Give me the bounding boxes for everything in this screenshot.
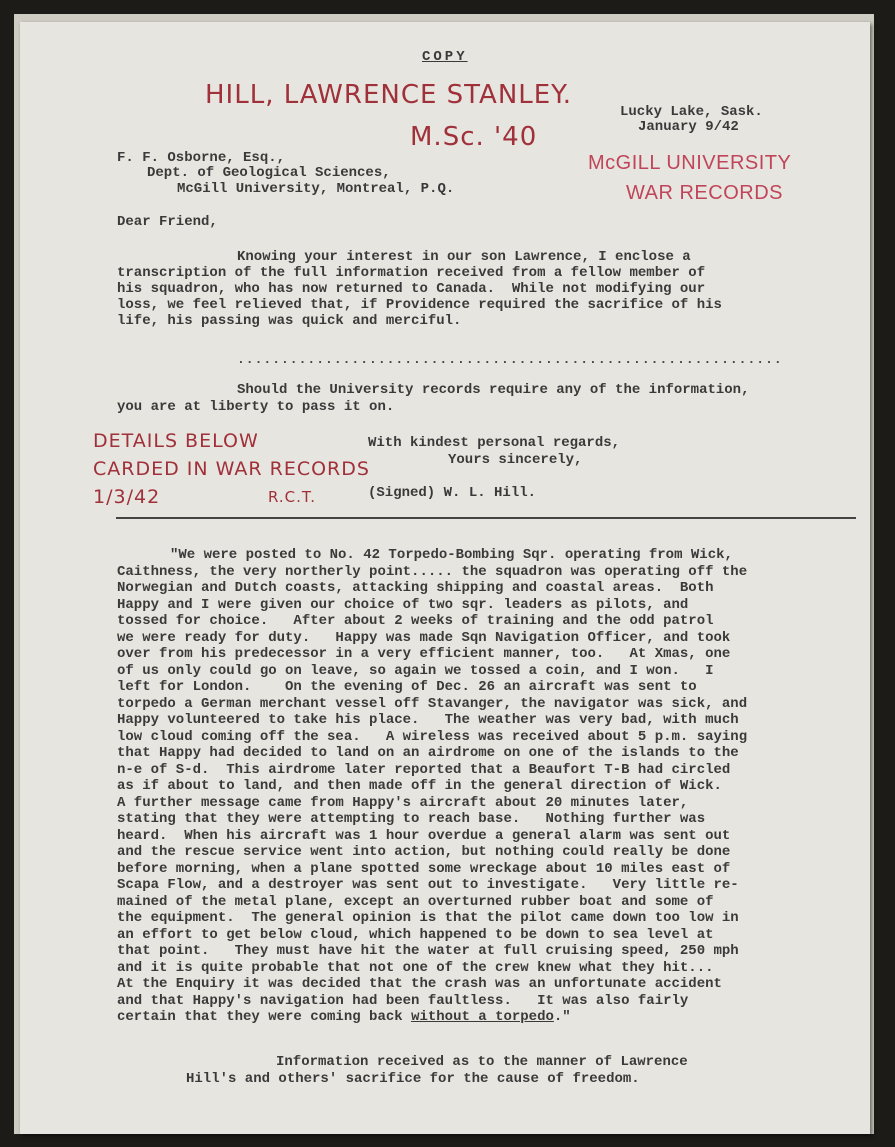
handwritten-note-line1: DETAILS BELOW [93,430,259,452]
quote-line: of us only could go on leave, so again we tossed a coin, and I won. I [117,662,714,679]
paragraph-line: life, his passing was quick and merciful. [117,313,462,329]
address-line-3: McGill University, Montreal, P.Q. [177,181,455,197]
quote-line: "We were posted to No. 42 Torpedo-Bombing Sqr. operating from Wick, [170,547,733,563]
address-line-1: F. F. Osborne, Esq., [117,150,286,166]
quote-line: Caithness, the very northerly point..... the squadron was operating off the [117,563,748,580]
salutation: Dear Friend, [117,214,218,230]
paragraph-records-line: you are at liberty to pass it on. [117,399,395,415]
paragraph-records-line: Should the University records require any of the information, [237,382,750,398]
quote-line: and the rescue service went into action, but nothing could really be done [117,844,731,860]
quote-line: before morning, when a plane spotted some wreckage about 10 miles east of [117,860,731,877]
quote-line: tossed for choice. After about 2 weeks of training and the odd patrol [117,613,714,629]
paragraph-line: loss, we feel relieved that, if Providence required the sacrifice of his [117,297,722,313]
quote-line: and that Happy's navigation had been faultless. It was also fairly [117,992,689,1009]
quote-line: that point. They must have hit the water at full cruising speed, 250 mph [117,943,739,959]
quote-line: that Happy had decided to land on an airdrome on one of the islands to the [117,745,739,761]
letter-place: Lucky Lake, Sask. [620,104,763,120]
quote-line: mained of the metal plane, except an overturned rubber boat and some of [117,893,714,910]
letter-date: January 9/42 [638,119,739,135]
quote-line: n-e of S-d. This airdrome later reported that a Beaufort T-B had circled [117,761,731,778]
handwritten-note-line2: CARDED IN WAR RECORDS [93,458,370,480]
quote-line: Happy and I were given our choice of two sqr. leaders as pilots, and [117,596,689,613]
closing-regards: With kindest personal regards, [368,435,621,451]
quote-line: we were ready for duty. Happy was made Sqn Navigation Officer, and took [117,629,731,646]
paragraph-line: transcription of the full information received from a fellow member of [117,265,706,281]
quote-line: A further message came from Happy's aircraft about 20 minutes later, [117,794,689,811]
handwritten-initials: R.C.T. [268,488,317,506]
quote-line: left for London. On the evening of Dec. 26 an aircraft was sent to [117,679,697,695]
closing-sincerely: Yours sincerely, [448,452,583,468]
quote-line: the equipment. The general opinion is that the pilot came down too low in [117,910,739,926]
address-line-2: Dept. of Geological Sciences, [147,165,391,181]
closing-signature: (Signed) W. L. Hill. [368,485,537,501]
horizontal-rule [116,517,856,519]
war-records-stamp-line2: WAR RECORDS [626,182,783,204]
copy-label: COPY [422,49,468,65]
quote-line: heard. When his aircraft was 1 hour overdue a general alarm was sent out [117,827,731,844]
quote-line: Norwegian and Dutch coasts, attacking shipping and coastal areas. Both [117,580,714,596]
handwritten-degree: M.Sc. '40 [410,122,538,152]
paragraph-line: Knowing your interest in our son Lawrence, I enclose a [237,249,691,265]
quote-line: torpedo a German merchant vessel off Stavanger, the navigator was sick, and [117,695,748,712]
quote-line: stating that they were attempting to reach base. Nothing further was [117,811,706,827]
quote-line: At the Enquiry it was decided that the crash was an unfortunate accident [117,976,722,992]
quote-line: and it is quite probable that not one of the crew knew what they hit... [117,959,714,976]
quote-line-last [117,1010,571,1025]
quote-last-suffix: ." [553,1009,571,1025]
quote-last-prefix: certain that they were coming back [117,1009,412,1025]
quote-line: over from his predecessor in a very efficient manner, too. At Xmas, one [117,646,731,662]
war-records-stamp-line1: McGILL UNIVERSITY [588,152,792,174]
quote-line: Happy volunteered to take his place. The weather was very bad, with much [117,712,739,728]
quote-underlined-phrase: without a torpedo [411,1009,554,1025]
dotted-separator: .............................................................. [237,352,783,367]
quote-line: as if about to land, and then made off in the general direction of Wick. [117,778,722,794]
handwritten-note-date: 1/3/42 [93,486,161,508]
footer-line-2: Hill's and others' sacrifice for the cause of freedom. [186,1071,640,1087]
handwritten-name: HILL, LAWRENCE STANLEY. [205,80,573,110]
paragraph-line: his squadron, who has now returned to Canada. While not modifying our [117,281,706,297]
footer-line-1: Information received as to the manner of Lawrence [276,1054,688,1070]
quote-line: an effort to get below cloud, which happened to be down to sea level at [117,926,714,943]
quote-line: Scapa Flow, and a destroyer was sent out to investigate. Very little re- [117,877,739,893]
quote-line: low cloud coming off the sea. A wireless was received about 5 p.m. saying [117,728,748,745]
